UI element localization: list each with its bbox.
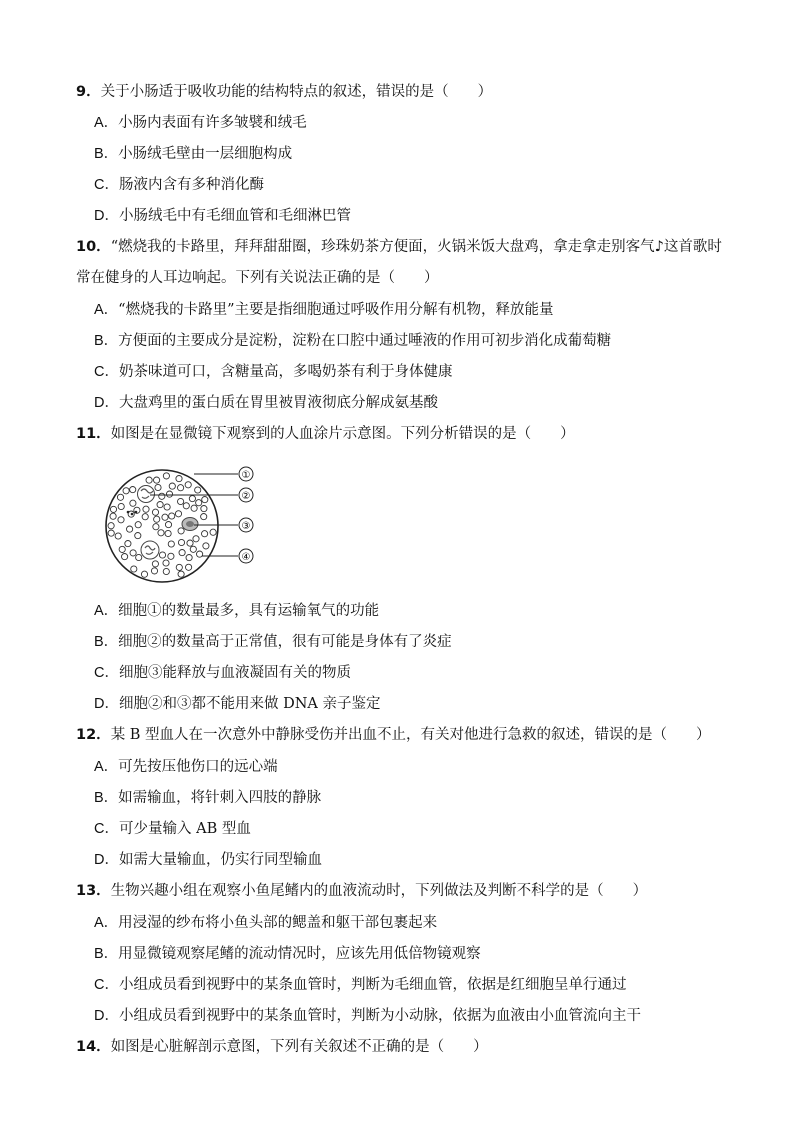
q12-option-a: A．可先按压他伤口的远心端 [94, 759, 278, 775]
q9-option-a: A．小肠内表面有许多皱襞和绒毛 [94, 115, 307, 131]
red-blood-cell [157, 502, 163, 508]
white-blood-cell-icon [141, 541, 159, 559]
red-blood-cell [164, 504, 170, 510]
red-blood-cell [135, 533, 141, 539]
q10-option-c: C．奶茶味道可口，含糖量高，多喝奶茶有利于身体健康 [94, 364, 453, 380]
red-blood-cell [154, 477, 160, 483]
q11-option-b: B．细胞②的数量高于正常值，很有可能是身体有了炎症 [94, 634, 452, 650]
white-blood-cell-nucleus-icon [182, 518, 198, 531]
q13-option-d: D．小组成员看到视野中的某条血管时，判断为小动脉，依据为血液由小血管流向主干 [94, 1008, 641, 1024]
red-blood-cell [146, 477, 152, 483]
red-blood-cell [176, 564, 182, 570]
red-blood-cell [169, 483, 175, 489]
red-blood-cell [141, 571, 147, 577]
q11-option-a: A．细胞①的数量最多，具有运输氧气的功能 [94, 603, 380, 619]
red-blood-cell [136, 554, 142, 560]
red-blood-cell [108, 530, 114, 536]
red-blood-cell [155, 484, 161, 490]
red-blood-cell [123, 488, 129, 494]
question-text: 关于小肠适于吸收功能的结构特点的叙述，错误的是（ ） [100, 84, 493, 100]
red-blood-cell [131, 566, 137, 572]
red-blood-cell [176, 476, 182, 482]
white-blood-cell-icon [138, 486, 155, 503]
red-blood-cell [163, 568, 169, 574]
red-blood-cell [152, 509, 158, 515]
question-number: 11． [76, 426, 111, 442]
red-blood-cell [168, 541, 174, 547]
q10-option-a: A．“燃烧我的卡路里”主要是指细胞通过呼吸作用分解有机物，释放能量 [94, 302, 554, 318]
red-blood-cell [130, 487, 136, 493]
red-blood-cell [152, 561, 158, 567]
q12-option-c: C．可少量输入 AB 型血 [94, 821, 251, 837]
q13-option-c: C．小组成员看到视野中的某条血管时，判断为毛细血管，依据是红细胞呈单行通过 [94, 977, 627, 993]
red-blood-cell [178, 539, 184, 545]
red-blood-cell [168, 553, 174, 559]
question-12-stem: 12．某 B 型血人在一次意外中静脉受伤并出血不止，有关对他进行急救的叙述，错误的是（ ） [76, 727, 711, 743]
q12-option-b: B．如需输血，将针刺入四肢的静脉 [94, 790, 322, 806]
figure-label-4: ④ [241, 552, 251, 563]
red-blood-cell [186, 564, 192, 570]
red-blood-cell [201, 506, 207, 512]
q12-option-d: D．如需大量输血，仍实行同型输血 [94, 852, 322, 868]
question-number: 12． [76, 727, 111, 743]
red-blood-cell [125, 541, 131, 547]
question-number: 9． [76, 84, 101, 100]
red-blood-cell [153, 524, 159, 530]
red-blood-cell [189, 496, 195, 502]
red-blood-cell [175, 511, 181, 517]
red-blood-cell [118, 503, 124, 509]
red-blood-cell [201, 514, 207, 520]
red-blood-cell [202, 497, 208, 503]
red-blood-cell [165, 522, 171, 528]
question-13-stem: 13．生物兴趣小组在观察小鱼尾鳍内的血液流动时，下列做法及判断不科学的是（ ） [76, 883, 648, 899]
q10-option-d: D．大盘鸡里的蛋白质在胃里被胃液彻底分解成氨基酸 [94, 395, 438, 411]
q9-option-c: C．肠液内含有多种消化酶 [94, 177, 264, 193]
red-blood-cell [122, 554, 128, 560]
red-blood-cell [143, 506, 149, 512]
red-blood-cell [119, 546, 125, 552]
q9-option-d: D．小肠绒毛中有毛细血管和毛细淋巴管 [94, 208, 351, 224]
red-blood-cell [186, 555, 192, 561]
red-blood-cell [115, 533, 121, 539]
red-blood-cell [196, 500, 202, 506]
red-blood-cell [130, 550, 136, 556]
red-blood-cell [202, 531, 208, 537]
red-blood-cell [178, 485, 184, 491]
red-blood-cell [178, 571, 184, 577]
microscope-field-circle [106, 470, 218, 582]
red-blood-cell [193, 536, 199, 542]
red-blood-cell [166, 491, 172, 497]
red-blood-cell [187, 540, 193, 546]
red-blood-cell [117, 494, 123, 500]
red-blood-cell [151, 568, 157, 574]
red-blood-cell [203, 543, 209, 549]
red-blood-cell [142, 514, 148, 520]
figure-label-2: ② [241, 491, 251, 502]
red-blood-cell [163, 560, 169, 566]
red-blood-cell [183, 503, 189, 509]
blood-smear-figure [100, 458, 270, 594]
figure-label-3: ③ [241, 521, 251, 532]
question-number: 14． [76, 1039, 111, 1055]
q11-option-d: D．细胞②和③都不能用来做 DNA 亲子鉴定 [94, 696, 381, 712]
question-number: 13． [76, 883, 111, 899]
red-blood-cell [110, 513, 116, 519]
red-blood-cell [165, 530, 171, 536]
question-14-stem: 14．如图是心脏解剖示意图，下列有关叙述不正确的是（ ） [76, 1039, 488, 1055]
red-blood-cell [190, 546, 196, 552]
red-blood-cell [159, 493, 165, 499]
red-blood-cell [154, 516, 160, 522]
figure-label-1: ① [241, 470, 251, 481]
red-blood-cell [110, 506, 116, 512]
red-blood-cell [169, 513, 175, 519]
red-blood-cell [197, 551, 203, 557]
red-blood-cell [162, 514, 168, 520]
red-blood-cell [108, 523, 114, 529]
red-blood-cell [179, 550, 185, 556]
question-10-stem-line1: 10．“燃烧我的卡路里，拜拜甜甜圈，珍珠奶茶方便面，火锅米饭大盘鸡，拿走拿走别客气♪这首歌时 [76, 239, 722, 255]
blood-smear-diagram [100, 458, 270, 594]
red-blood-cell [191, 505, 197, 511]
q11-option-c: C．细胞③能释放与血液凝固有关的物质 [94, 665, 351, 681]
red-blood-cell [195, 487, 201, 493]
red-blood-cell [158, 530, 164, 536]
q9-option-b: B．小肠绒毛壁由一层细胞构成 [94, 146, 293, 162]
red-blood-cell [178, 528, 184, 534]
q13-option-b: B．用显微镜观察尾鳍的流动情况时，应该先用低倍物镜观察 [94, 946, 481, 962]
question-11-stem: 11．如图是在显微镜下观察到的人血涂片示意图。下列分析错误的是（ ） [76, 426, 575, 442]
question-10-stem-line2: 常在健身的人耳边响起。下列有关说法正确的是（ ） [76, 270, 439, 286]
red-blood-cell [159, 552, 165, 558]
red-blood-cell [163, 473, 169, 479]
question-9-stem [76, 82, 492, 102]
red-blood-cell [210, 529, 216, 535]
red-blood-cell [118, 517, 124, 523]
q13-option-a: A．用浸湿的纱布将小鱼头部的鳃盖和躯干部包裹起来 [94, 915, 438, 931]
red-blood-cell [127, 526, 133, 532]
question-number: 10． [76, 239, 111, 255]
red-blood-cell [130, 500, 136, 506]
q10-option-b: B．方便面的主要成分是淀粉，淀粉在口腔中通过唾液的作用可初步消化成葡萄糖 [94, 333, 612, 349]
red-blood-cell [135, 522, 141, 528]
red-blood-cell [178, 498, 184, 504]
red-blood-cell [185, 482, 191, 488]
